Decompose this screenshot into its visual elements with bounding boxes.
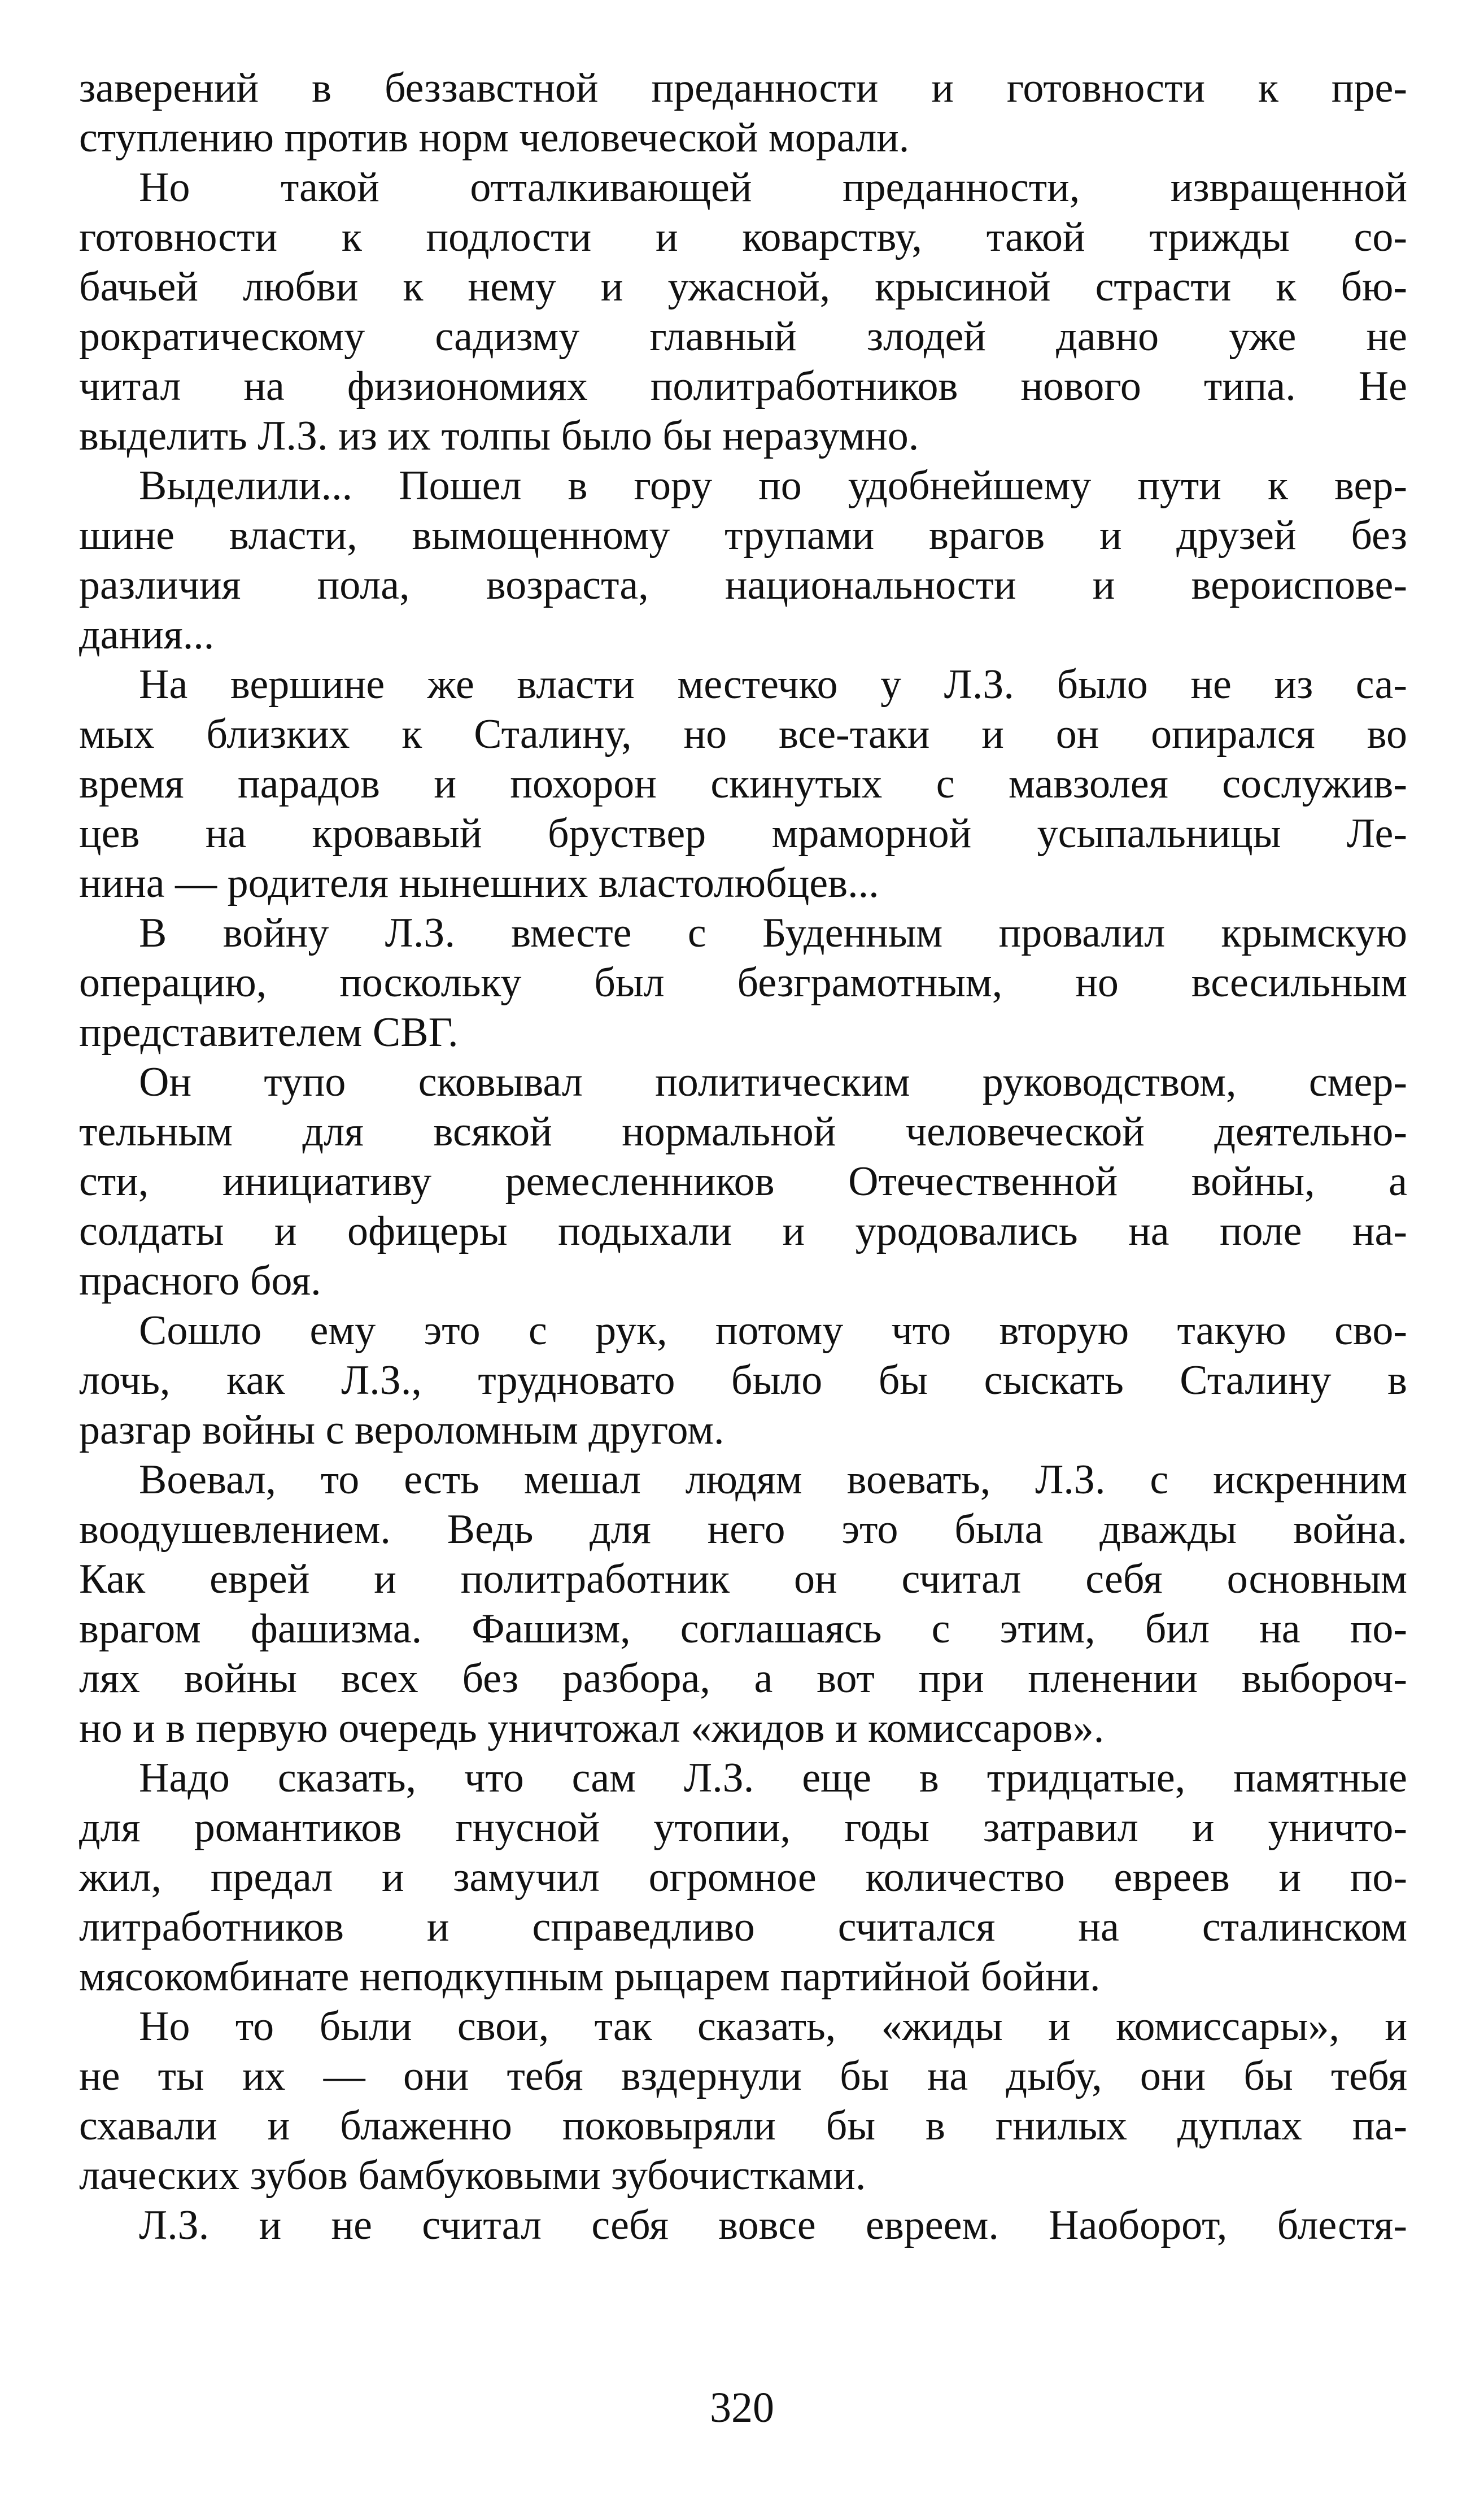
paragraph <box>79 1753 1407 2002</box>
paragraph <box>79 461 1407 660</box>
text-line: но и в первую очередь уничтожал «жидов и комиссаров». <box>79 1705 1105 1751</box>
text-line: лочь, как Л.З., трудновато было бы сыскать Сталину в <box>79 1357 1407 1404</box>
text-line: Но такой отталкивающей преданности, извращенной <box>139 164 1407 211</box>
text-line: тельным для всякой нормальной человеческой деятельно- <box>79 1109 1407 1155</box>
paragraph <box>79 1306 1407 1455</box>
text-line: выделить Л.З. из их толпы было бы неразумно. <box>79 413 919 459</box>
text-line: лях войны всех без разбора, а вот при пленении выбороч- <box>79 1655 1407 1702</box>
text-line: прасного боя. <box>79 1258 321 1304</box>
paragraph <box>79 2002 1407 2200</box>
text-line: разгар войны с вероломным другом. <box>79 1407 724 1453</box>
paragraph <box>79 2200 1407 2250</box>
paragraph <box>79 660 1407 908</box>
text-line: жил, предал и замучил огромное количество евреев и по- <box>79 1854 1407 1901</box>
text-line: рократическому садизму главный злодей давно уже не <box>79 313 1407 360</box>
text-line: Он тупо сковывал политическим руководством, смер- <box>139 1059 1407 1105</box>
body-text <box>79 63 1407 2250</box>
text-line: воодушевлением. Ведь для него это была дважды война. <box>79 1506 1407 1553</box>
text-line: не ты их — они тебя вздернули бы на дыбу, они бы тебя <box>79 2053 1407 2099</box>
text-line: Л.З. и не считал себя вовсе евреем. Наоборот, блестя- <box>139 2202 1407 2248</box>
text-line: Сошло ему это с рук, потому что вторую такую сво- <box>139 1307 1407 1354</box>
text-line: врагом фашизма. Фашизм, соглашаясь с этим, бил на по- <box>79 1606 1407 1652</box>
text-line: различия пола, возраста, национальности и вероиспове- <box>79 562 1407 608</box>
text-line: Как еврей и политработник он считал себя основным <box>79 1556 1407 1602</box>
paragraph <box>79 163 1407 461</box>
text-line: операцию, поскольку был безграмотным, но всесильным <box>79 960 1407 1006</box>
text-line: Надо сказать, что сам Л.З. еще в тридцатые, памятные <box>139 1755 1407 1801</box>
text-line: готовности к подлости и коварству, такой трижды со- <box>79 214 1407 260</box>
text-line: представителем СВГ. <box>79 1009 459 1056</box>
text-line: В войну Л.З. вместе с Буденным провалил крымскую <box>139 910 1407 956</box>
text-line: солдаты и офицеры подыхали и уродовались на поле на- <box>79 1208 1407 1254</box>
text-line: заверений в беззавстной преданности и готовности к пре- <box>79 65 1407 111</box>
text-line: литработников и справедливо считался на сталинском <box>79 1904 1407 1950</box>
text-line: для романтиков гнусной утопии, годы затравил и уничто- <box>79 1805 1407 1851</box>
text-line: схавали и блаженно поковыряли бы в гнилых дуплах па- <box>79 2103 1407 2149</box>
text-line: шине власти, вымощенному трупами врагов и друзей без <box>79 512 1407 559</box>
text-line: На вершине же власти местечко у Л.З. было не из са- <box>139 661 1407 708</box>
text-line: Воевал, то есть мешал людям воевать, Л.З. с искренним <box>139 1457 1407 1503</box>
text-line: Но то были свои, так сказать, «жиды и комиссары», и <box>139 2003 1407 2050</box>
text-line: время парадов и похорон скинутых с мавзолея сослужив- <box>79 761 1407 807</box>
text-line: дания... <box>79 612 215 658</box>
text-line: лаческих зубов бамбуковыми зубочистками. <box>79 2152 866 2199</box>
text-line: мых близких к Сталину, но все-таки и он опирался во <box>79 711 1407 757</box>
text-line: ступлению против норм человеческой морали. <box>79 115 910 161</box>
text-line: нина — родителя нынешних властолюбцев... <box>79 860 879 906</box>
paragraph <box>79 63 1407 163</box>
paragraph <box>79 1057 1407 1306</box>
text-line: Выделили... Пошел в гору по удобнейшему пути к вер- <box>139 463 1407 509</box>
text-line: мясокомбинате неподкупным рыцарем партийной бойни. <box>79 1954 1101 2000</box>
page-number: 320 <box>710 2384 774 2431</box>
text-line: цев на кровавый бруствер мраморной усыпальницы Ле- <box>79 810 1407 857</box>
paragraph <box>79 908 1407 1057</box>
paragraph <box>79 1455 1407 1753</box>
text-line: сти, инициативу ремесленников Отечественной войны, а <box>79 1158 1407 1205</box>
text-line: читал на физиономиях политработников нового типа. Не <box>79 363 1407 409</box>
text-line: бачьей любви к нему и ужасной, крысиной страсти к бю- <box>79 264 1407 310</box>
